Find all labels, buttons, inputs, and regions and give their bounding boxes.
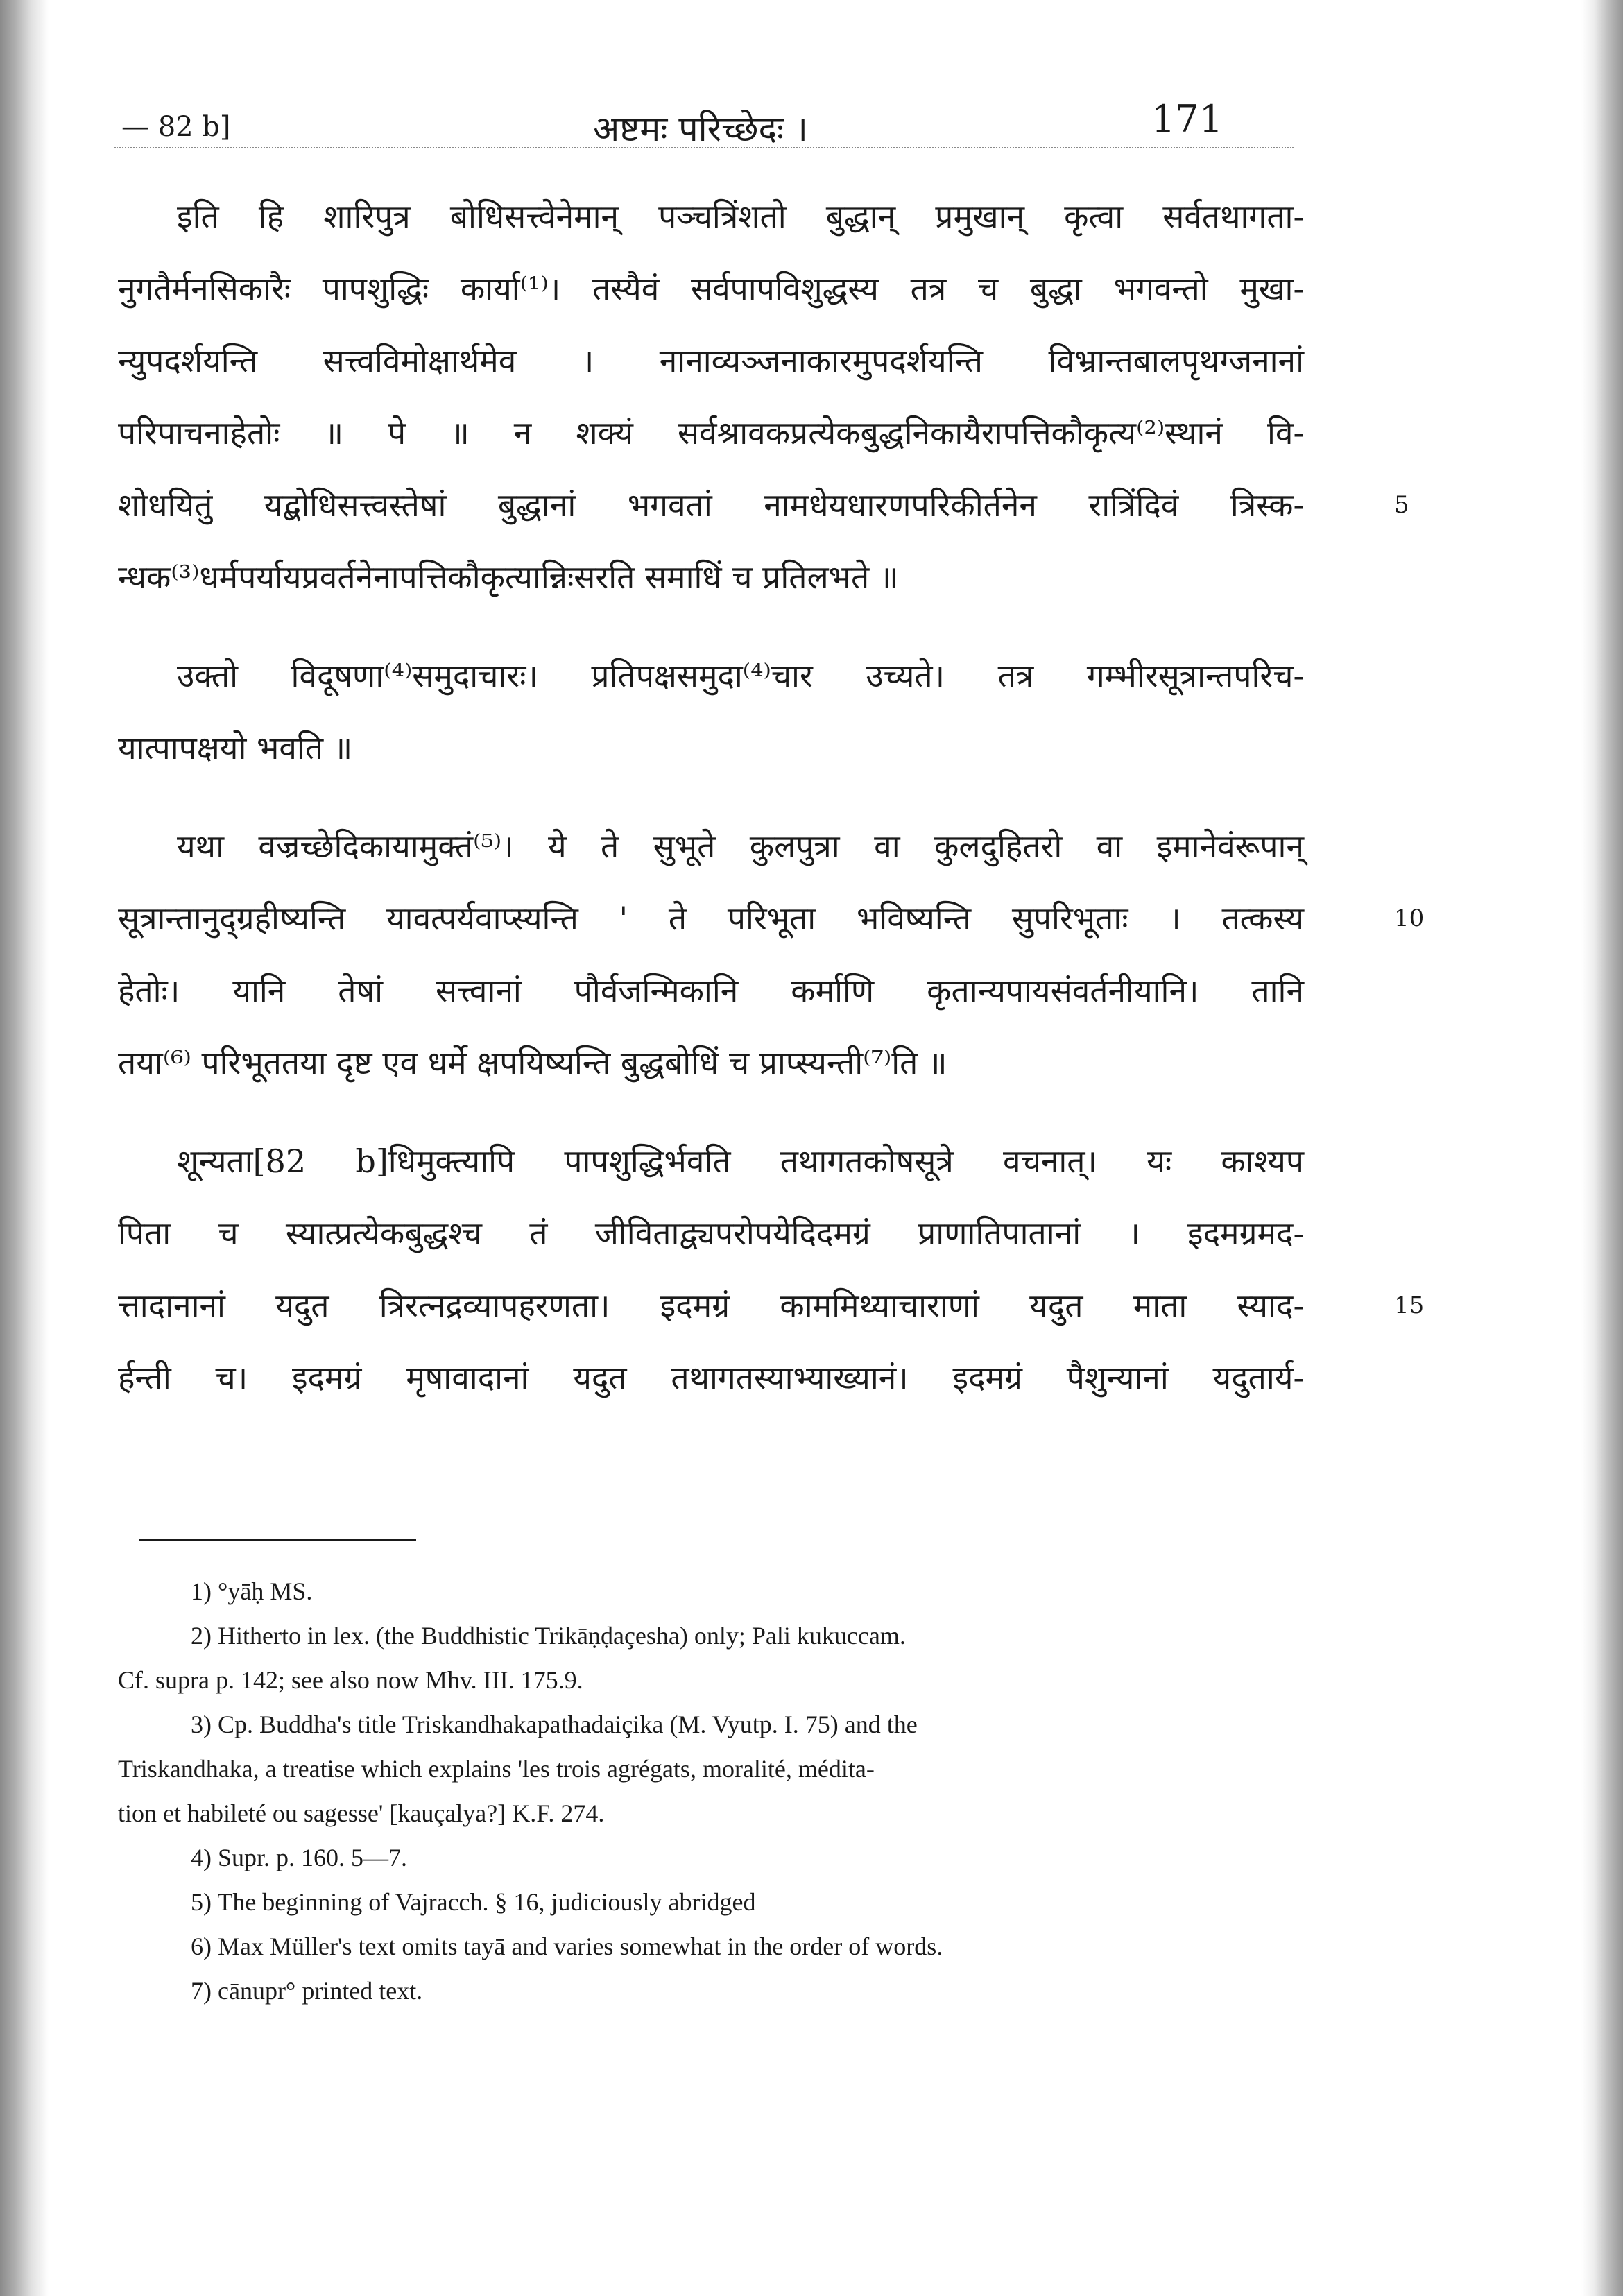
footnote-line: 5) The beginning of Vajracch. § 16, judiciously abridged <box>191 1888 756 1916</box>
text-line-content: इति हि शारिपुत्र बोधिसत्त्वेनेमान् पञ्चत्रिंशतो बुद्धान् प्रमुखान् कृत्वा सर्वतथागता- <box>177 198 1304 235</box>
page-number: 171 <box>1151 97 1223 141</box>
footnote-line: 4) Supr. p. 160. 5—7. <box>191 1844 408 1871</box>
text-line-content: शून्यता[82 b]धिमुक्त्यापि पापशुद्धिर्भवति तथागतकोषसूत्रे वचनात्। यः काश्यप <box>177 1142 1304 1180</box>
running-header <box>0 97 1623 153</box>
text-line-content: पिता च स्यात्प्रत्येकबुद्धश्च तं जीविताद्व्यपरोपयेदिदमग्रं प्राणातिपातानां । इदमग्रमद- <box>118 1215 1304 1252</box>
header-rule <box>114 147 1294 148</box>
footnote-line: Cf. supra p. 142; see also now Mhv. III. 175.9. <box>118 1666 583 1694</box>
text-line <box>118 180 1304 252</box>
text-line <box>118 810 1304 882</box>
text-line <box>118 397 1304 469</box>
text-line-content: हेतोः। यानि तेषां सत्त्वानां पौर्वजन्मिकानि कर्माणि कृतान्यपायसंवर्तनीयानि। तानि <box>118 972 1304 1009</box>
text-line <box>118 541 1304 613</box>
paragraph-gap <box>118 1099 1304 1125</box>
text-line-content: तया⁽⁶⁾ परिभूततया दृष्ट एव धर्मे क्षपयिष्यन्ति बुद्धबोधिं च प्राप्स्यन्ती⁽⁷⁾ति ॥ <box>118 1044 947 1081</box>
text-line-content: यात्पापक्षयो भवति ॥ <box>118 729 353 766</box>
text-line <box>118 1269 1425 1342</box>
text-line-content: न्धक⁽³⁾धर्मपर्यायप्रवर्तनेनापत्तिकौकृत्यान्निःसरति समाधिं च प्रतिलभते ॥ <box>118 558 899 596</box>
line-number: 5 <box>1394 491 1409 519</box>
text-line-content: यथा वज्रच्छेदिकायामुक्तं⁽⁵⁾। ये ते सुभूते कुलपुत्रा वा कुलदुहितरो वा इमानेवंरूपान् <box>177 828 1304 865</box>
text-line <box>118 1125 1304 1197</box>
text-line-content: उक्तो विदूषणा⁽⁴⁾समुदाचारः। प्रतिपक्षसमुदा⁽⁴⁾चार उच्यते। तत्र गम्भीरसूत्रान्तपरिच- <box>177 657 1304 694</box>
header-folio-ref: — 82 b] <box>121 111 231 143</box>
paragraph-gap <box>118 784 1304 810</box>
footnote-line: 6) Max Müller's text omits tayā and varies somewhat in the order of words. <box>191 1933 943 1960</box>
footnote-rule <box>139 1539 416 1541</box>
header-chapter-title: अष्टमः परिच्छेदः । <box>592 109 809 149</box>
sanskrit-body-text <box>118 180 1425 1414</box>
scan-shadow-left <box>0 0 49 2296</box>
text-line-content: सूत्रान्तानुद्ग्रहीष्यन्ति यावत्पर्यवाप्स्यन्ति ' ते परिभूता भविष्यन्ति सुपरिभूताः । तत्कस्य <box>118 900 1304 937</box>
text-line <box>118 325 1304 397</box>
line-number: 10 <box>1394 905 1425 932</box>
text-line <box>118 882 1425 954</box>
text-line <box>118 712 1304 784</box>
footnotes <box>118 1569 1304 2013</box>
text-line-content: परिपाचनाहेतोः ॥ पे ॥ न शक्यं सर्वश्रावकप्रत्येकबुद्धनिकायैरापत्तिकौकृत्य⁽²⁾स्थानं वि- <box>118 414 1304 452</box>
text-line-content: न्युपदर्शयन्ति सत्त्वविमोक्षार्थमेव । नानाव्यञ्जनाकारमुपदर्शयन्ति विभ्रान्तबालपृथग्जनानां <box>118 342 1304 379</box>
footnote-line: 3) Cp. Buddha's title Triskandhakapathadaiçika (M. Vyutp. I. 75) and the <box>191 1711 918 1738</box>
text-line-content: र्हन्ती च। इदमग्रं मृषावादानां यदुत तथागतस्याभ्याख्यानं। इदमग्रं पैशुन्यानां यदुतार्य- <box>118 1359 1304 1396</box>
text-line <box>118 1027 1304 1099</box>
text-line <box>118 954 1304 1027</box>
text-line-content: त्तादानानां यदुत त्रिरत्नद्रव्यापहरणता। इदमग्रं काममिथ्याचाराणां यदुत माता स्याद- <box>118 1287 1304 1324</box>
footnote-line: Triskandhaka, a treatise which explains 'les trois agrégats, moralité, médita- <box>118 1755 875 1783</box>
footnote-line: 2) Hitherto in lex. (the Buddhistic Trikāṇḍaçesha) only; Pali kukuccam. <box>191 1622 906 1650</box>
text-line <box>118 252 1304 325</box>
scan-shadow-right <box>1581 0 1623 2296</box>
footnote-line: 7) cānupr° printed text. <box>191 1977 423 2005</box>
text-line-content: नुगतैर्मनसिकारैः पापशुद्धिः कार्या⁽¹⁾। तस्यैवं सर्वपापविशुद्धस्य तत्र च बुद्धा भगवन्तो मुखा- <box>118 270 1304 307</box>
text-line <box>118 1197 1304 1269</box>
text-line-content: शोधयितुं यद्बोधिसत्त्वस्तेषां बुद्धानां भगवतां नामधेयधारणपरिकीर्तनेन रात्रिंदिवं त्रिस्क- <box>118 486 1304 524</box>
text-line <box>118 640 1304 712</box>
footnote-line: 1) °yāḥ MS. <box>191 1577 313 1605</box>
text-line <box>118 1342 1304 1414</box>
footnote-line: tion et habileté ou sagesse' [kauçalya?] K.F. 274. <box>118 1799 605 1827</box>
line-number: 15 <box>1394 1292 1425 1319</box>
text-line <box>118 469 1409 541</box>
paragraph-gap <box>118 613 1304 640</box>
